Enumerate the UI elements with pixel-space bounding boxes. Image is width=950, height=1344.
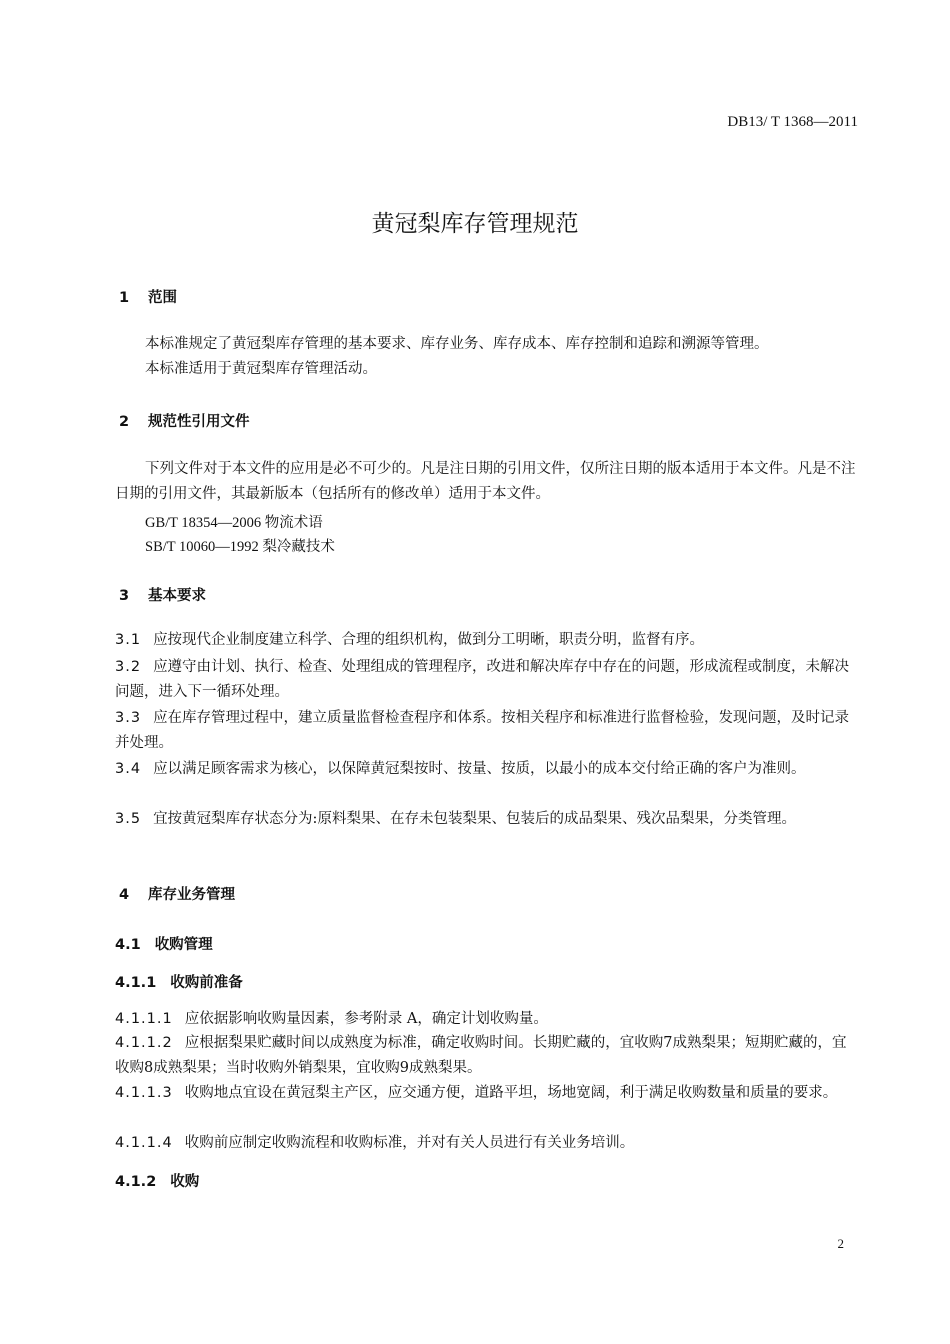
subsection-title: 收购 bbox=[170, 1174, 200, 1190]
clause bbox=[115, 807, 860, 832]
section-number: 1 bbox=[119, 290, 130, 306]
subsection-title: 收购前准备 bbox=[170, 975, 243, 991]
clause-number: 3.5 bbox=[115, 811, 142, 827]
subsection-number: 4.1.1 bbox=[115, 975, 157, 991]
clause-number: 4.1.1.4 bbox=[115, 1135, 173, 1151]
clause bbox=[115, 655, 860, 705]
clause bbox=[115, 1081, 860, 1106]
paragraph: 下列文件对于本文件的应用是必不可少的。凡是注日期的引用文件，仅所注日期的版本适用于本文件。凡是不注日期的引用文件，其最新版本（包括所有的修改单）适用于本文件。 bbox=[115, 461, 856, 502]
clause-number: 4.1.1.1 bbox=[115, 1011, 173, 1027]
paragraph: 本标准规定了黄冠梨库存管理的基本要求、库存业务、库存成本、库存控制和追踪和溯源等管理。 bbox=[145, 336, 769, 352]
page-number: 2 bbox=[837, 1236, 844, 1251]
clause-number: 3.4 bbox=[115, 761, 142, 777]
clause-text: 应以满足顾客需求为核心，以保障黄冠梨按时、按量、按质，以最小的成本交付给正确的客户为准则。 bbox=[153, 761, 806, 777]
clause bbox=[115, 628, 860, 653]
clause bbox=[115, 1031, 860, 1081]
section-title: 范围 bbox=[148, 290, 177, 306]
paragraph: 本标准适用于黄冠梨库存管理活动。 bbox=[145, 361, 377, 377]
document-code: DB13/ T 1368—2011 bbox=[727, 114, 858, 130]
section-1-heading bbox=[119, 286, 177, 307]
clause-number: 4.1.1.2 bbox=[115, 1035, 173, 1051]
normative-reference: GB/T 18354—2006 物流术语 bbox=[145, 515, 323, 531]
clause-text: 宜按黄冠梨库存状态分为:原料梨果、在存未包装梨果、包装后的成品梨果、残次品梨果，分类管理。 bbox=[153, 811, 796, 827]
clause-text: 收购地点宜设在黄冠梨主产区，应交通方便，道路平坦，场地宽阔，利于满足收购数量和质量的要求。 bbox=[184, 1085, 838, 1101]
section-number: 2 bbox=[119, 414, 130, 430]
clause-number: 4.1.1.3 bbox=[115, 1085, 173, 1101]
clause-text: 应按现代企业制度建立科学、合理的组织机构，做到分工明晰，职责分明，监督有序。 bbox=[153, 632, 705, 648]
clause-number: 3.3 bbox=[115, 710, 142, 726]
clause-text: 收购前应制定收购流程和收购标准，并对有关人员进行有关业务培训。 bbox=[184, 1135, 635, 1151]
section-number: 4 bbox=[119, 887, 130, 903]
section-number: 3 bbox=[119, 588, 130, 604]
subsection-number: 4.1 bbox=[115, 937, 141, 953]
subsection-heading bbox=[115, 971, 243, 992]
subsection-title: 收购管理 bbox=[154, 937, 213, 953]
section-title: 基本要求 bbox=[148, 588, 206, 604]
clause-number: 3.2 bbox=[115, 659, 142, 675]
clause bbox=[115, 1131, 860, 1156]
page-title: 黄冠梨库存管理规范 bbox=[371, 211, 579, 237]
clause-text: 应在库存管理过程中，建立质量监督检查程序和体系。按相关程序和标准进行监督检验，发现问题，及时记录并处理。 bbox=[115, 710, 850, 751]
subsection-heading bbox=[115, 933, 213, 954]
clause-text: 应根据梨果贮藏时间以成熟度为标准，确定收购时间。长期贮藏的，宜收购7成熟梨果；短期贮藏的，宜收购8成熟梨果；当时收购外销梨果，宜收购9成熟梨果。 bbox=[115, 1035, 847, 1076]
subsection-heading bbox=[115, 1170, 199, 1191]
normative-reference: SB/T 10060—1992 梨冷藏技术 bbox=[145, 539, 335, 555]
section-2-heading bbox=[119, 410, 250, 431]
section-3-heading bbox=[119, 584, 206, 605]
section-title: 规范性引用文件 bbox=[148, 414, 250, 430]
subsection-number: 4.1.2 bbox=[115, 1174, 157, 1190]
section-4-heading bbox=[119, 883, 235, 904]
clause-text: 应遵守由计划、执行、检查、处理组成的管理程序，改进和解决库存中存在的问题，形成流程或制度，未解决问题，进入下一循环处理。 bbox=[115, 659, 850, 700]
clause-text: 应依据影响收购量因素，参考附录 A，确定计划收购量。 bbox=[184, 1011, 548, 1027]
clause-number: 3.1 bbox=[115, 632, 142, 648]
clause bbox=[115, 706, 860, 756]
clause bbox=[115, 1007, 860, 1032]
clause bbox=[115, 757, 860, 782]
section-title: 库存业务管理 bbox=[148, 887, 235, 903]
